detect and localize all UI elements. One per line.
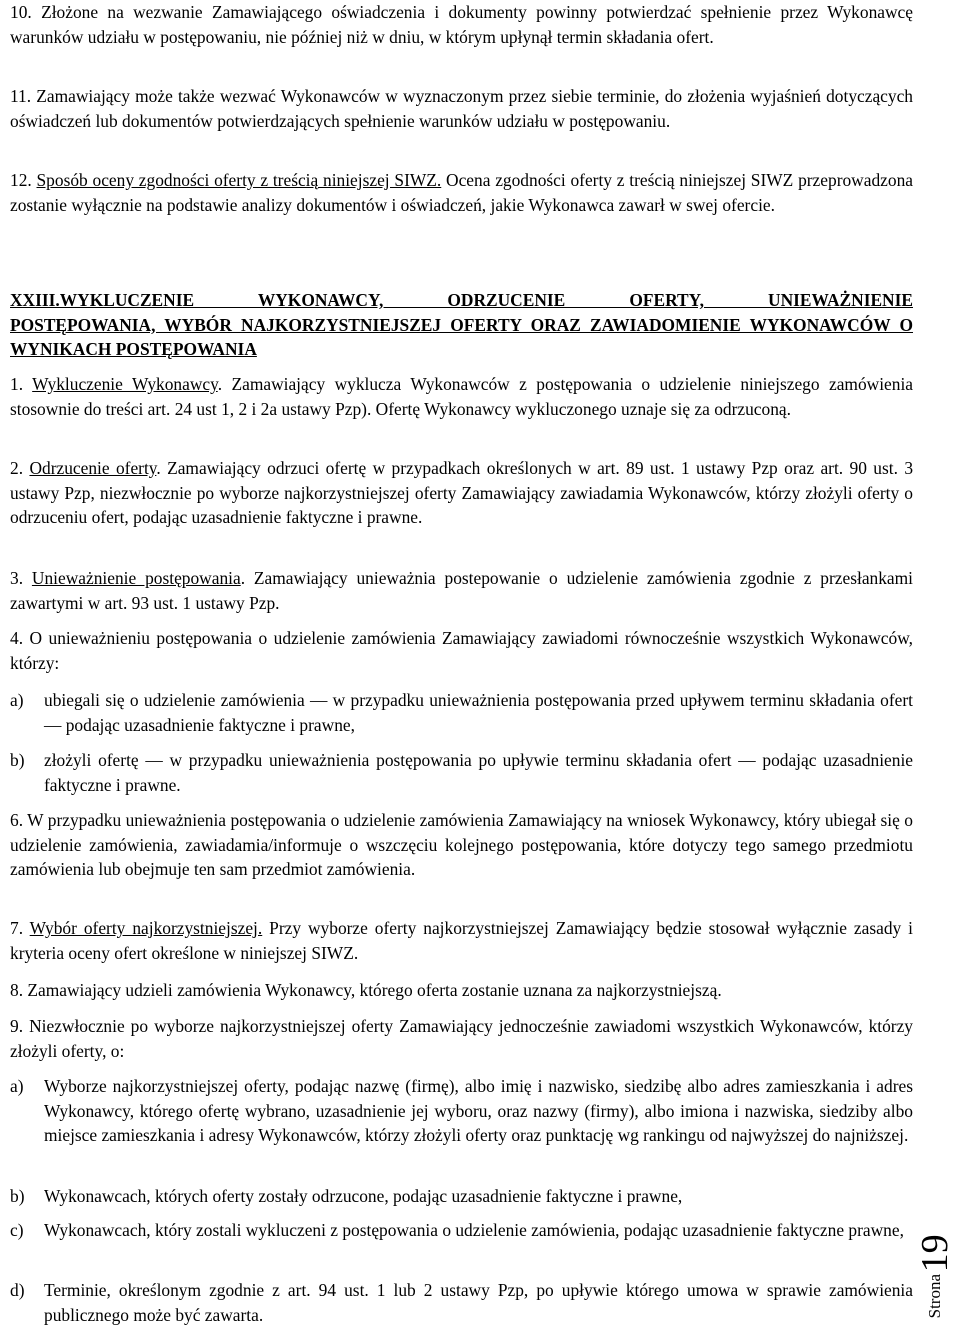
point-7-number: 7.: [10, 918, 30, 938]
point-3: [10, 566, 913, 615]
list-label: b): [10, 750, 25, 770]
point-3-text: . Zamawiający unieważnia postepowanie o udzielenie zamówienia zgodnie z przesłankami zawartymi w art. 93 ust. 1 ustawy Pzp.: [10, 568, 914, 613]
page-number: 19: [914, 1233, 956, 1272]
point-7-title: Wybór oferty najkorzystniejszej.: [29, 918, 263, 938]
point-3-number: 3.: [10, 568, 32, 588]
paragraph-12: [10, 168, 913, 217]
list-label: b): [10, 1186, 25, 1206]
list-text: Wyborze najkorzystniejszej oferty, podając nazwę (firmę), albo imię i nazwisko, siedzibę albo adres zamieszkania i adres Wykonawcy, którego ofertę wybrano, uzasadnienie jej wyboru, oraz nazwy (firmy), albo imiona i nazwiska, siedziby albo miejsce zamieszkania i adresy Wykonawców, którzy złożyli oferty oraz punktację wg rankingu od najwyższej do najniższej.: [44, 1076, 913, 1145]
point-1-title: Wykluczenie Wykonawcy: [32, 374, 218, 394]
point-2: [10, 456, 913, 530]
point-4: 4. O unieważnieniu postępowania o udzielenie zamówienia Zamawiający zawiadomi równocześnie wszystkich Wykonawców, którzy:: [10, 628, 913, 673]
page-word: Strona: [924, 1273, 944, 1318]
list-text: ubiegali się o udzielenie zamówienia — w przypadku unieważnienia postępowania przed upływem terminu składania ofert — podając uzasadnienie faktyczne i prawne,: [44, 690, 913, 735]
point-9-item-a: [10, 1074, 913, 1148]
paragraph-12-number: 12.: [10, 170, 37, 190]
list-label: a): [10, 690, 24, 710]
section-heading: [10, 288, 913, 362]
point-1-text: . Zamawiający wyklucza Wykonawców z postępowania o udzielenie niniejszego zamówienia stosownie do treści art. 24 ust 1, 2 i 2a ustawy Pzp). Ofertę Wykonawcy wykluczonego uznaje się za odrzuconą.: [10, 374, 914, 419]
point-2-number: 2.: [10, 458, 30, 478]
point-3-title: Unieważnienie postępowania: [31, 568, 241, 588]
point-6: 6. W przypadku unieważnienia postępowania o udzielenie zamówienia Zamawiający na wniosek Wykonawcy, który ubiegał się o udzielenie zamówienia, zawiadamia/informuje o wszczęciu kolejnego postępowania, które dotyczy tego samego przedmiotu zamówienia lub obejmuje ten sam przedmiot zamówienia.: [10, 810, 913, 879]
section-heading-rest: POSTĘPOWANIA, WYBÓR NAJKORZYSTNIEJSZEJ OFERTY ORAZ ZAWIADOMIENIE WYKONAWCÓW O WYNIKACH POSTĘPOWANIA: [10, 314, 913, 359]
list-label: a): [10, 1076, 24, 1096]
list-text: Wykonawcach, który zostali wykluczeni z postępowania o udzielenie zamówienia, podając uzasadnienie faktyczne prawne,: [44, 1220, 904, 1240]
list-text: Terminie, określonym zgodnie z art. 94 ust. 1 lub 2 ustawy Pzp, po upływie którego umowa w sprawie zamówienia publicznego może być zawarta.: [44, 1280, 913, 1325]
list-text: Wykonawcach, których oferty zostały odrzucone, podając uzasadnienie faktyczne i prawne,: [44, 1186, 683, 1206]
point-8: 8. Zamawiający udzieli zamówienia Wykonawcy, którego oferta zostanie uznana za najkorzystniejszą.: [10, 980, 722, 1000]
point-4-item-a: [10, 688, 913, 737]
section-heading-line1: XXIII.WYKLUCZENIE WYKONAWCY, ODRZUCENIE OFERTY, UNIEWAŻNIENIE: [10, 290, 913, 310]
point-1: [10, 372, 913, 421]
point-7-text: Przy wyborze oferty najkorzystniejszej Zamawiający będzie stosował wyłącznie zasady i kryteria oceny ofert określone w niniejszej SIWZ.: [10, 918, 913, 963]
list-text: złożyli ofertę — w przypadku unieważnienia postępowania po upływie terminu składania ofert — podając uzasadnienie faktyczne i prawne.: [44, 750, 913, 795]
point-1-number: 1.: [10, 374, 33, 394]
point-4-item-b: [10, 748, 913, 797]
paragraph-11: 11. Zamawiający może także wezwać Wykonawców w wyznaczonym przez siebie terminie, do złożenia wyjaśnień dotyczących oświadczeń lub dokumentów potwierdzających spełnienie warunków udziału w postępowaniu.: [10, 86, 913, 131]
point-2-title: Odrzucenie oferty: [29, 458, 157, 478]
point-9-item-d: [10, 1278, 913, 1327]
paragraph-12-text: Ocena zgodności oferty z treścią niniejszej SIWZ przeprowadzona zostanie wyłącznie na podstawie analizy dokumentów i oświadczeń, jakie Wykonawca zawarł w swej ofercie.: [10, 170, 913, 215]
page-number-footer: [916, 1234, 954, 1318]
list-label: c): [10, 1220, 24, 1240]
paragraph-10: 10. Złożone na wezwanie Zamawiającego oświadczenia i dokumenty powinny potwierdzać spełnienie przez Wykonawcę warunków udziału w postępowaniu, nie później niż w dniu, w którym upłynął termin składania ofert.: [10, 2, 913, 47]
point-9-item-c: [10, 1218, 913, 1243]
paragraph-12-title: Sposób oceny zgodności oferty z treścią niniejszej SIWZ.: [36, 170, 442, 190]
point-2-text: . Zamawiający odrzuci ofertę w przypadkach określonych w art. 89 ust. 1 ustawy Pzp oraz art. 90 ust. 3 ustawy Pzp, niezwłocznie po wyborze najkorzystniejszej oferty Zamawiający zawiadamia Wykonawców, którzy złożyli oferty o odrzuceniu ofert, podając uzasadnienie faktyczne i prawne.: [10, 458, 914, 527]
list-label: d): [10, 1280, 25, 1300]
point-7: [10, 916, 913, 965]
point-9: 9. Niezwłocznie po wyborze najkorzystniejszej oferty Zamawiający jednocześnie zawiadomi wszystkich Wykonawców, którzy złożyli oferty, o:: [10, 1016, 913, 1061]
point-9-item-b: [10, 1184, 913, 1209]
